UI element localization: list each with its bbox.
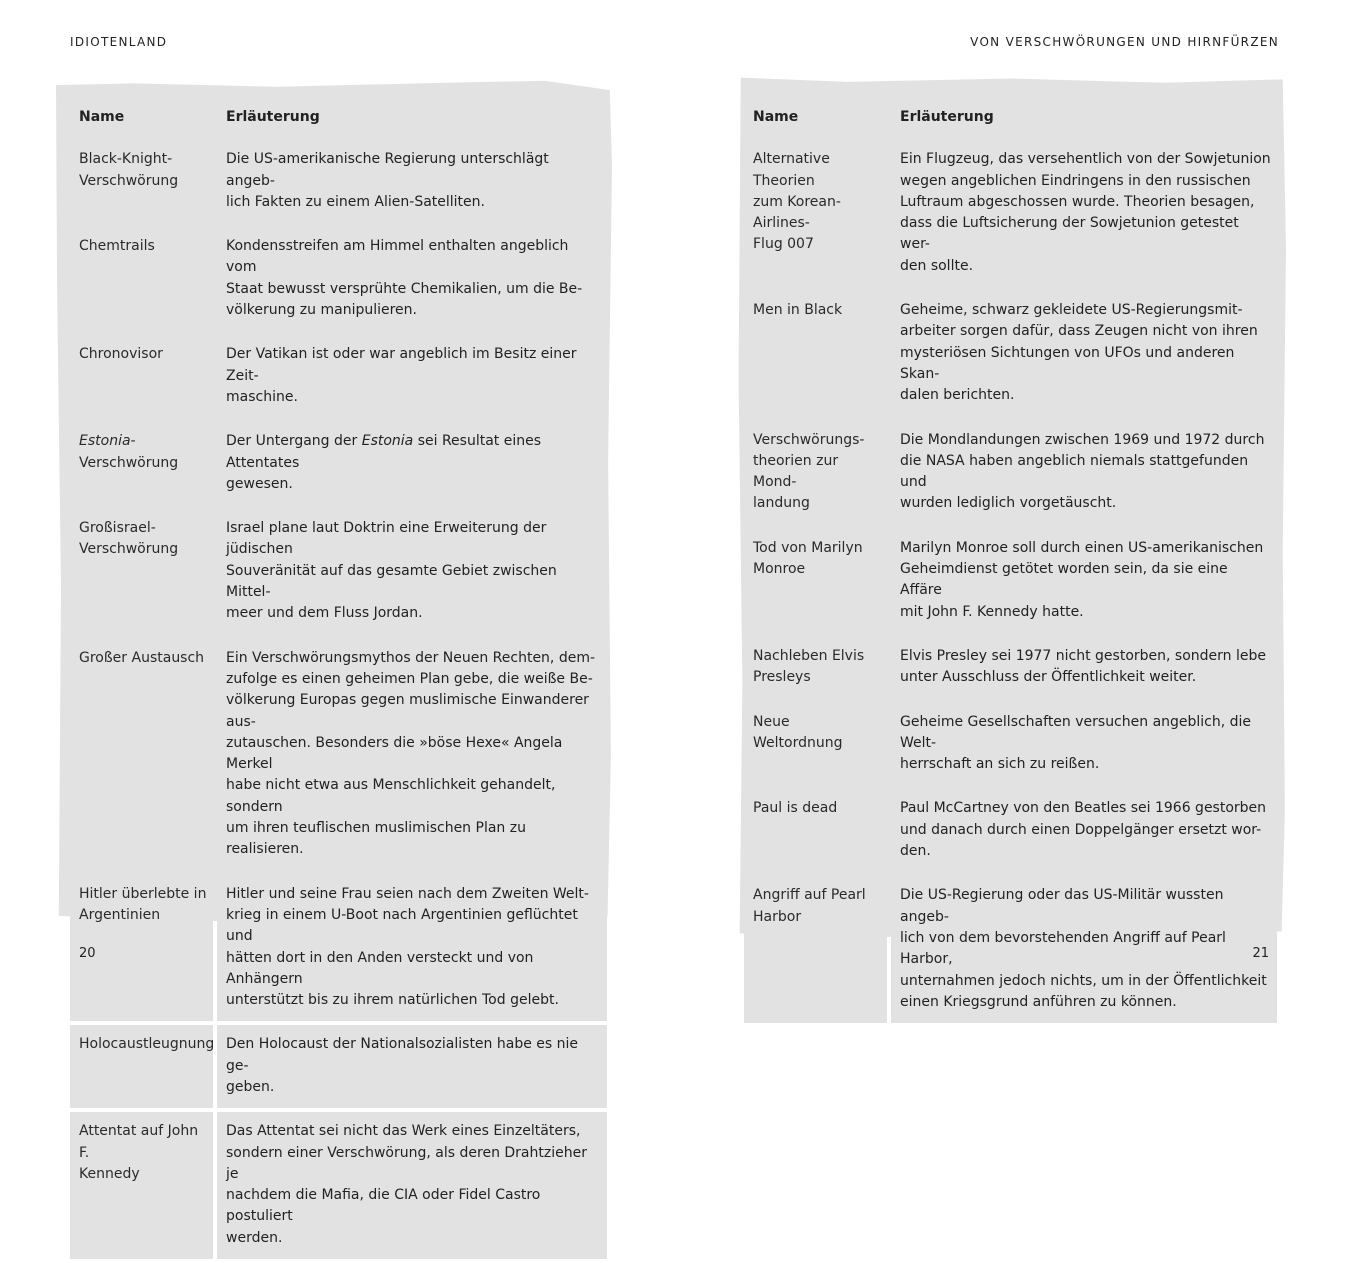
term-explanation-cell — [891, 421, 1277, 525]
text-line: Chemtrails — [79, 238, 155, 255]
text-line: Monroe — [753, 561, 806, 578]
term-explanation-cell — [891, 703, 1277, 786]
text-line: Verschwörungs- — [753, 431, 865, 448]
running-header-left: IDIOTENLAND — [70, 35, 168, 49]
text-line: Luftraum abgeschossen wurde. Theorien besagen, — [900, 193, 1255, 210]
text-line: Elvis Presley sei 1977 nicht gestorben, sondern lebe — [900, 647, 1266, 664]
text-line: Kennedy — [79, 1165, 140, 1182]
term-name-cell — [70, 1112, 213, 1259]
text-line: Nachleben Elvis — [753, 647, 865, 664]
text-line: um ihren teuflischen muslimischen Plan zu realisieren. — [226, 820, 526, 858]
text-line: mysteriösen Sichtungen von UFOs und anderen Skan- — [900, 344, 1235, 382]
text-line: Die US-amerikanische Regierung unterschlägt angeb- — [226, 151, 549, 189]
text-line: Verschwörung — [79, 541, 179, 558]
text-line: Holocaustleugnung — [79, 1036, 215, 1053]
term-explanation-cell — [891, 637, 1277, 699]
text-line: Die Mondlandungen zwischen 1969 und 1972 durch — [900, 431, 1265, 448]
text-line: Hitler und seine Frau seien nach dem Zweiten Welt- — [226, 885, 589, 902]
term-explanation-cell — [217, 140, 607, 223]
column-header-name: Name — [70, 92, 213, 136]
text-line: lich Fakten zu einem Alien-Satelliten. — [226, 193, 485, 210]
text-line: Geheime Gesellschaften versuchen angeblich, die Welt- — [900, 713, 1252, 751]
table-row — [70, 509, 607, 634]
table-row — [744, 421, 1277, 525]
text-line: Hitler überlebte in — [79, 885, 207, 902]
text-segment: sei Resultat eines Attentates — [226, 433, 542, 471]
term-name-cell — [70, 335, 213, 418]
text-line: Neue Weltordnung — [753, 713, 843, 751]
table-row — [744, 637, 1277, 699]
text-line: meer und dem Fluss Jordan. — [226, 605, 423, 622]
text-line: Die US-Regierung oder das US-Militär wussten angeb- — [900, 887, 1224, 925]
text-line: wegen angeblichen Eindringens in den russischen — [900, 172, 1251, 189]
text-line: maschine. — [226, 388, 298, 405]
text-line: landung — [753, 495, 810, 512]
text-line: Angriff auf Pearl — [753, 887, 866, 904]
text-line: dass die Luftsicherung der Sowjetunion getestet wer- — [900, 215, 1239, 253]
text-line: gewesen. — [226, 475, 293, 492]
term-name-cell — [744, 140, 887, 287]
text-line: unterstützt bis zu ihrem natürlichen Tod gelebt. — [226, 992, 559, 1009]
text-line: die NASA haben angeblich niemals stattgefunden und — [900, 452, 1249, 491]
text-line: Men in Black — [753, 302, 843, 319]
running-header-right: VON VERSCHWÖRUNGEN UND HIRNFÜRZEN — [970, 35, 1279, 49]
term-name-cell — [744, 876, 887, 1023]
right-glossary-table — [740, 88, 1281, 1027]
text-line: Der Vatikan ist oder war angeblich im Besitz einer Zeit- — [226, 346, 577, 384]
table-row — [744, 140, 1277, 287]
text-line: theorien zur Mond- — [753, 452, 839, 491]
text-line: Geheime, schwarz gekleidete US-Regierungsmit- — [900, 302, 1243, 319]
table-row — [744, 529, 1277, 633]
text-line: Verschwörung — [79, 172, 179, 189]
term-name-cell — [70, 140, 213, 223]
text-line: werden. — [226, 1229, 283, 1246]
table-header-row — [70, 92, 607, 136]
text-line: unter Ausschluss der Öffentlichkeit weiter. — [900, 669, 1197, 686]
text-line: geben. — [226, 1078, 275, 1095]
term-explanation-cell — [891, 291, 1277, 416]
term-name-cell — [744, 291, 887, 416]
table-row — [744, 703, 1277, 786]
column-header-name: Name — [744, 92, 887, 136]
text-line: sondern einer Verschwörung, als deren Drahtzieher je — [226, 1144, 587, 1182]
text-line: Verschwörung — [79, 454, 179, 471]
text-line: herrschaft an sich zu reißen. — [900, 756, 1100, 773]
text-line: hätten dort in den Anden versteckt und von Anhängern — [226, 949, 534, 987]
term-explanation-cell — [217, 335, 607, 418]
table-header-row — [744, 92, 1277, 136]
term-explanation-cell — [217, 639, 607, 871]
table-row — [70, 1025, 607, 1108]
text-line: Tod von Marilyn — [753, 539, 863, 556]
term-explanation-cell — [217, 875, 607, 1022]
term-name-cell — [70, 227, 213, 331]
text-line: habe nicht etwa aus Menschlichkeit gehandelt, sondern — [226, 777, 556, 815]
text-line: Paul McCartney von den Beatles sei 1966 gestorben — [900, 800, 1267, 817]
term-name-cell — [744, 703, 887, 786]
table-row — [70, 335, 607, 418]
term-name-cell — [744, 637, 887, 699]
text-line: zum Korean-Airlines- — [753, 193, 841, 232]
table-row — [70, 639, 607, 871]
term-explanation-cell — [217, 509, 607, 634]
text-line: nachdem die Mafia, die CIA oder Fidel Castro postuliert — [226, 1187, 541, 1225]
term-name-cell — [744, 789, 887, 872]
term-explanation-cell — [217, 422, 607, 505]
ship-name-italic: Estonia — [361, 433, 414, 450]
text-line: Das Attentat sei nicht das Werk eines Einzeltäters, — [226, 1123, 581, 1140]
table-row — [744, 291, 1277, 416]
text-line: Ein Flugzeug, das versehentlich von der Sowjetunion — [900, 151, 1271, 168]
table-row — [70, 875, 607, 1022]
text-line: Harbor — [753, 908, 802, 925]
text-line: Kondensstreifen am Himmel enthalten angeblich vom — [226, 238, 569, 276]
text-line: Paul is dead — [753, 800, 838, 817]
text-line: Presleys — [753, 669, 811, 686]
term-explanation-cell — [891, 876, 1277, 1023]
term-explanation-cell — [217, 227, 607, 331]
text-segment: Der Untergang der — [226, 433, 362, 450]
page-number-right: 21 — [1252, 946, 1269, 961]
term-name-cell — [744, 529, 887, 633]
text-line: Alternative Theorien — [753, 151, 830, 189]
text-line: Großisrael- — [79, 520, 156, 537]
table-row — [70, 422, 607, 505]
text-line: Black-Knight- — [79, 151, 173, 168]
text-line: zufolge es einen geheimen Plan gebe, die weiße Be- — [226, 670, 593, 687]
table-row — [744, 876, 1277, 1023]
term-explanation-cell — [217, 1112, 607, 1259]
text-line: Staat bewusst versprühte Chemikalien, um die Be- — [226, 280, 583, 297]
text-line: Flug 007 — [753, 236, 814, 253]
table-row — [70, 1112, 607, 1259]
text-line: Chronovisor — [79, 346, 163, 363]
text-line: krieg in einem U-Boot nach Argentinien geflüchtet und — [226, 906, 578, 945]
column-header-explanation: Erläuterung — [891, 92, 1277, 136]
text-line: unternahmen jedoch nichts, um in der Öffentlichkeit — [900, 972, 1267, 989]
left-glossary-table — [66, 88, 611, 1263]
text-line: mit John F. Kennedy hatte. — [900, 603, 1084, 620]
term-name-cell — [70, 509, 213, 634]
text-line: wurden lediglich vorgetäuscht. — [900, 495, 1117, 512]
text-line: dalen berichten. — [900, 387, 1015, 404]
term-explanation-cell — [891, 529, 1277, 633]
text-line: völkerung zu manipulieren. — [226, 302, 417, 319]
table-row — [70, 227, 607, 331]
term-name-cell — [70, 639, 213, 871]
term-name-italic: Estonia- — [79, 433, 136, 450]
text-line: und danach durch einen Doppelgänger ersetzt wor- — [900, 821, 1262, 838]
text-line: Geheimdienst getötet worden sein, da sie eine Affäre — [900, 561, 1228, 599]
text-line: Attentat auf John F. — [79, 1123, 199, 1161]
text-line: arbeiter sorgen dafür, dass Zeugen nicht von ihren — [900, 323, 1258, 340]
table-row — [744, 789, 1277, 872]
text-line: Souveränität auf das gesamte Gebiet zwischen Mittel- — [226, 562, 557, 601]
term-name-cell — [70, 422, 213, 505]
page-number-left: 20 — [79, 946, 96, 961]
text-line: zutauschen. Besonders die »böse Hexe« Angela Merkel — [226, 734, 563, 773]
text-line: Israel plane laut Doktrin eine Erweiterung der jüdischen — [226, 520, 547, 558]
text-line: Ein Verschwörungsmythos der Neuen Rechten, dem- — [226, 649, 596, 666]
text-line: Großer Austausch — [79, 649, 205, 666]
term-explanation-cell — [891, 140, 1277, 287]
term-name-cell — [70, 1025, 213, 1108]
term-name-cell — [744, 421, 887, 525]
text-line: Argentinien — [79, 906, 161, 923]
table-row — [70, 140, 607, 223]
term-explanation-cell — [217, 1025, 607, 1108]
term-explanation-cell — [891, 789, 1277, 872]
text-line: Marilyn Monroe soll durch einen US-amerikanischen — [900, 539, 1264, 556]
text-line: Den Holocaust der Nationalsozialisten habe es nie ge- — [226, 1036, 579, 1074]
text-line: lich von dem bevorstehenden Angriff auf Pearl Harbor, — [900, 929, 1226, 968]
text-line: den. — [900, 843, 931, 860]
column-header-explanation: Erläuterung — [217, 92, 607, 136]
text-line: einen Kriegsgrund anführen zu können. — [900, 993, 1177, 1010]
text-line: den sollte. — [900, 257, 974, 274]
text-line: völkerung Europas gegen muslimische Einwanderer aus- — [226, 692, 589, 730]
